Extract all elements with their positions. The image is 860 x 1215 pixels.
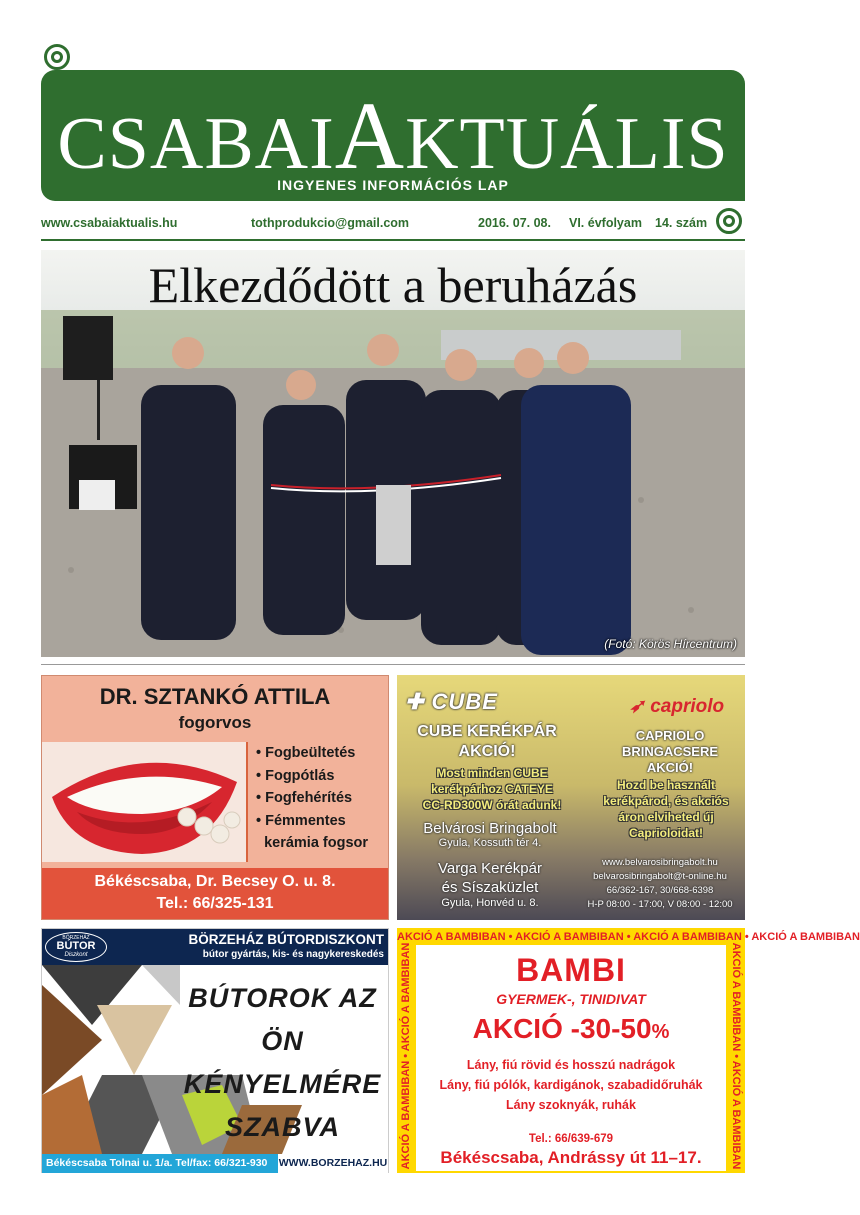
capriolo-logo: ➶ capriolo <box>629 696 725 717</box>
title-big-letter: A <box>334 82 406 189</box>
bambi-border-left: AKCIÓ A BAMBIBAN • AKCIÓ A BAMBIBAN <box>400 942 412 1170</box>
email-link[interactable]: tothprodukcio@gmail.com <box>251 216 410 230</box>
dentist-phone: Tel.: 66/325-131 <box>156 895 274 912</box>
issue-number: 14. szám <box>655 216 708 230</box>
issue-info-bar <box>41 216 745 234</box>
furniture-website[interactable]: WWW.BORZEHAZ.HU <box>278 1154 388 1173</box>
masthead <box>41 70 745 201</box>
bambi-address: Békéscsaba, Andrássy út 11–17. <box>440 1148 702 1167</box>
ad-bambi <box>397 928 860 1173</box>
dentist-profession: fogorvos <box>178 713 252 732</box>
photo-caption: (Fotó: Körös Hírcentrum) <box>604 637 737 651</box>
bambi-item: Lány, fiú rövid és hosszú nadrágok <box>466 1058 676 1072</box>
dentist-name: DR. SZTANKÓ ATTILA <box>99 684 331 709</box>
bambi-name: BAMBI <box>516 952 626 988</box>
ad-bike-shop <box>397 675 745 920</box>
service-item: • Fogfehérítés <box>256 790 353 806</box>
cube-offer: Most minden CUBE kerékpárhoz CATEYE CC-RD300W órát adunk! <box>422 766 562 812</box>
furniture-footer <box>42 1154 388 1173</box>
cube-heading: CUBE KERÉKPÁR AKCIÓ! <box>417 723 557 760</box>
capriolo-heading: CAPRIOLO BRINGACSERE AKCIÓ! <box>621 728 719 775</box>
header-rule <box>41 239 745 241</box>
section-rule <box>41 664 745 665</box>
bambi-offer: AKCIÓ -30-50% <box>472 1013 670 1044</box>
capriolo-offer: Hozd be használt kerékpárod, és akciós áron elviheted új Caprioloidat! <box>603 778 729 840</box>
bambi-tagline: GYERMEK-, TINIDIVAT <box>496 991 646 1007</box>
masthead-swirl-inner-icon <box>51 51 63 63</box>
service-divider <box>246 742 248 862</box>
service-item: • Fogbeültetés <box>256 745 356 761</box>
service-item: • Fémmentes <box>256 812 346 829</box>
headline: Elkezdődött a beruházás <box>148 257 638 313</box>
dentist-contact <box>42 868 388 919</box>
website-link[interactable]: www.csabaiaktualis.hu <box>41 216 178 230</box>
shop2: Varga Kerékpár és Síszaküzlet Gyula, Honvéd u. 8. <box>438 860 542 909</box>
issue-date: 2016. 07. 08. <box>478 216 551 230</box>
title-part2: KTUÁLIS <box>405 103 729 185</box>
lead-photo <box>41 250 745 657</box>
furniture-subtitle: bútor gyártás, kis- és nagykereskedés <box>202 949 384 960</box>
issue-volume: VI. évfolyam <box>569 216 642 230</box>
newspaper-title <box>41 80 745 191</box>
bambi-item: Lány szoknyák, ruhák <box>506 1098 636 1112</box>
bambi-items <box>416 1055 726 1115</box>
furniture-address: Békéscsaba Tolnai u. 1/a. Tel/fax: 66/321-930 <box>46 1157 268 1169</box>
furniture-title: BÖRZEHÁZ BÚTORDISZKONT <box>188 932 384 947</box>
bambi-phone: Tel.: 66/639-679 <box>528 1133 614 1145</box>
title-part1: CSABAI <box>57 103 335 185</box>
newspaper-subtitle: INGYENES INFORMÁCIÓS LAP <box>277 177 509 193</box>
smile-image <box>42 742 246 862</box>
service-item: • Fogpótlás <box>256 767 335 784</box>
ad-dentist <box>41 675 389 920</box>
furniture-slogan: BÚTOROK AZ ÖN KÉNYELMÉRE SZABVA <box>183 983 382 1142</box>
furniture-logo: BÖRZEHÁZ BÚTOR Diszkont <box>45 932 107 962</box>
bike-contact: www.belvarosibringabolt.hu belvarosibringabolt@t-online.hu 66/362-167, 30/668-6398 H-P 08:00 - 17:00, V 08:00 - 12:00 <box>587 857 733 910</box>
bambi-item: Lány, fiú pólók, kardigánok, szabadidőruhák <box>439 1078 703 1092</box>
bambi-content <box>416 945 726 1171</box>
ad-furniture <box>41 928 389 1173</box>
bambi-border-right: AKCIÓ A BAMBIBAN • AKCIÓ A BAMBIBAN <box>730 942 742 1170</box>
bambi-border-top: AKCIÓ A BAMBIBAN • AKCIÓ A BAMBIBAN • AKCIÓ A BAMBIBAN • AKCIÓ A BAMBIBAN <box>397 931 860 943</box>
dentist-address: Békéscsaba, Dr. Becsey O. u. 8. <box>94 873 336 890</box>
dentist-services <box>256 742 368 855</box>
service-item: kerámia fogsor <box>264 835 369 851</box>
shop1: Belvárosi Bringabolt Gyula, Kossuth tér 4. <box>423 820 557 849</box>
cube-logo: ✚ CUBE <box>405 689 498 714</box>
